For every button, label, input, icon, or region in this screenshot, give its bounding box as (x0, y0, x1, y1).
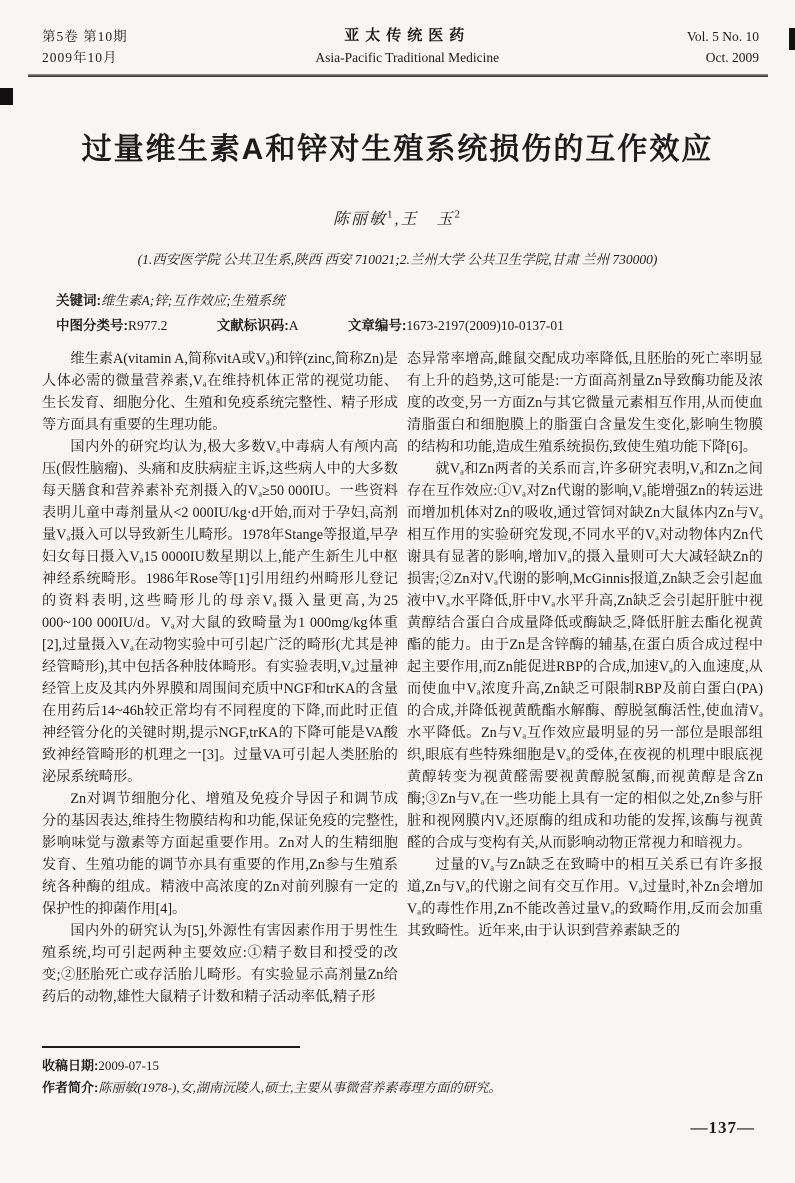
received-date-line (42, 1055, 755, 1077)
volume-issue-en: Vol. 5 No. 10 (686, 29, 759, 44)
doc-code-label: 文献标识码: (216, 318, 289, 333)
paragraph: 国内外的研究认为[5],外源性有害因素作用于男性生殖系统,均可引起两种主要效应:①精子数目和授受的改变;②胚胎死亡或存活胎儿畸形。有实验显示高剂量Zn给药后的动物,雄性大鼠精子计数和精子活动率低,精子形 (42, 923, 398, 1005)
footnote-block (42, 1055, 755, 1099)
affiliation-line: (1.西安医学院 公共卫生系,陕西 西安 710021;2.兰州大学 公共卫生学院,甘肃 兰州 730000) (137, 252, 658, 267)
authors-line (0, 206, 795, 229)
article-title: 过量维生素A和锌对生殖系统损伤的互作效应 (81, 133, 714, 166)
paragraph-continuation: 态异常率增高,雌鼠交配成功率降低,且胚胎的死亡率明显有上升的趋势,这可能是:一方面高剂量Zn导致酶功能及浓度的改变,另一方面Zn与其它微量元素相互作用,从而使血清脂蛋白和细胞膜上的脂蛋白含量发生变化,影响生物膜的结构和功能,造成生殖系统损伤,致使生殖功能下降[6]。 (407, 351, 763, 455)
header-left (42, 26, 128, 68)
header-divider (28, 74, 768, 77)
article-no-value: 1673-2197(2009)10-0137-01 (406, 318, 564, 333)
header-right (687, 26, 759, 68)
scan-artifact (0, 88, 13, 105)
body-column-left (42, 348, 398, 1048)
keywords-label: 关键词: (56, 293, 101, 308)
article-no-label: 文章编号: (347, 318, 407, 333)
paragraph: 过量的Vₐ与Zn缺乏在致畸中的相互关系已有许多报道,Zn与Vₐ的代谢之间有交互作用。Vₐ过量时,补Zn会增加Vₐ的毒性作用,Zn不能改善过量Vₐ的致畸作用,反而会加重其致畸性。近年来,由于认识到营养素缺乏的 (407, 857, 763, 939)
paragraph: Zn对调节细胞分化、增殖及免疫介导因子和调节成分的基因表达,维持生物膜结构和功能,保证免疫的完整性,影响味觉与激素等方面起重要作用。Zn对人的生精细胞发育、生殖功能的调节亦具有重要的作用,Zn参与生殖系统各种酶的组成。精液中高浓度的Zn对前列腺有一定的保护性的抑菌作用[4]。 (42, 791, 398, 917)
author-name-2: 王 玉 (400, 211, 455, 228)
date-cn: 2009年10月 (42, 50, 118, 65)
keywords-value: 维生素A;锌;互作效应;生殖系统 (101, 293, 285, 308)
classification-line (56, 314, 755, 334)
journal-name-en: Asia-Pacific Traditional Medicine (315, 50, 500, 65)
clc-label: 中图分类号: (56, 318, 128, 333)
doc-code-value: A (288, 318, 299, 333)
received-date-label: 收稿日期: (42, 1058, 99, 1073)
paragraph: 国内外的研究均认为,极大多数Vₐ中毒病人有颅内高压(假性脑瘤)、头痛和皮肤病症主诉,这些病人中的大多数每天膳食和营养素补充剂摄入的Vₐ≥50 000IU。一些资料表明儿童中毒剂量从<2 000IU/kg·d开始,而对于孕妇,高剂量Vₐ摄入可以导致新生儿畸形。1978年Stange等报道,早孕妇女每日摄入Vₐ15 0000IU数星期以上,能产生新生儿中枢神经系统畸形。1986年Rose等[1]引用纽约州畸形儿登记的资料表明,这些畸形儿的母亲Vₐ摄入量更高,为25 000~100 000IU/d。Vₐ对大鼠的致畸量为1 000mg/kg体重[2],过量摄入Vₐ在动物实验中可引起广泛的畸形(尤其是神经管畸形),其中包括各种肢体畸形。有实验表明,Vₐ过量神经管上皮及其内外界膜和周围间充质中NGF和trKA的含量在用药后14~46h较正常均有不同程度的下降,而此时正值神经管分化的关键时期,提示NGF,trKA的下降可能是VA酸致神经管畸形的机理之一[3]。过量VA可引起人类胚胎的泌尿系统畸形。 (42, 439, 398, 785)
article-no-segment (348, 318, 564, 333)
header-center (315, 26, 499, 68)
paragraph: 维生素A(vitamin A,简称vitA或Vₐ)和锌(zinc,简称Zn)是人体必需的微量营养素,Vₐ在维持机体正常的视觉功能、生长发育、细胞分化、生殖和免疫系统完整性、精子形成等方面具有重要的生理功能。 (42, 351, 398, 433)
date-en: Oct. 2009 (705, 50, 759, 65)
body-column-right (407, 348, 763, 1048)
scan-artifact (789, 28, 795, 50)
received-date-value: 2009-07-15 (98, 1058, 160, 1073)
paragraph: 就Vₐ和Zn两者的关系而言,许多研究表明,Vₐ和Zn之间存在互作效应:①Vₐ对Zn代谢的影响,Vₐ能增强Zn的转运进而增加机体对Zn的吸收,通过管饲对缺Zn大鼠体内Zn与Vₐ相互作用的实验研究发现,不同水平的Vₐ对动物体内Zn代谢具有显著的影响,增加Vₐ的摄入量则可大大减轻缺Zn的损害;②Zn对Vₐ代谢的影响,McGinnis报道,Zn缺乏会引起血液中Vₐ水平降低,肝中Vₐ水平升高,Zn缺乏会引起肝脏中视黄醇结合蛋白合成量降低或酶缺乏,降低肝脏去酯化视黄酯的能力。由于Zn是含锌酶的辅基,在蛋白质合成过程中起主要作用,而Zn能促进RBP的合成,加速Vₐ的入血速度,从而使血中Vₐ浓度升高,Zn缺乏可限制RBP及前白蛋白(PA)的合成,并降低视黄酰酯水解酶、醇脱氢酶活性,使血清Vₐ水平降低。Zn与Vₐ互作效应最明显的另一部位是眼部组织,眼底有些特殊细胞是Vₐ的受体,在夜视的机理中眼底视黄醇转变为视黄醛需要视黄醇脱氢酶,而视黄醇是含Zn酶;③Zn与Vₐ在一些功能上具有一定的相似之处,Zn参与肝脏和视网膜内Vₐ还原酶的组成和功能的发挥,该酶与视黄醛的合成与变构有关,从而影响动物正常视力和暗视力。 (407, 461, 763, 851)
journal-name-cn: 亚太传统医药 (344, 28, 471, 44)
authors-separator: , (394, 211, 401, 228)
page-number: —137— (690, 1118, 755, 1137)
keywords-line (56, 289, 755, 309)
doc-code-segment (217, 318, 299, 333)
author-name-1: 陈丽敏 (332, 211, 387, 228)
author-affil-mark-2: 2 (454, 208, 463, 221)
author-affil-mark-1: 1 (387, 208, 395, 221)
journal-header (42, 26, 759, 68)
footnote-divider (42, 1046, 300, 1048)
clc-value: R977.2 (128, 318, 168, 333)
author-bio-value: 陈丽敏(1978-),女,湖南沅陵人,硕士,主要从事微营养素毒理方面的研究。 (98, 1080, 502, 1095)
author-bio-label: 作者简介: (42, 1080, 99, 1095)
clc-segment (56, 318, 167, 333)
volume-issue-cn: 第5卷 第10期 (42, 29, 128, 44)
author-bio-line (42, 1077, 755, 1099)
